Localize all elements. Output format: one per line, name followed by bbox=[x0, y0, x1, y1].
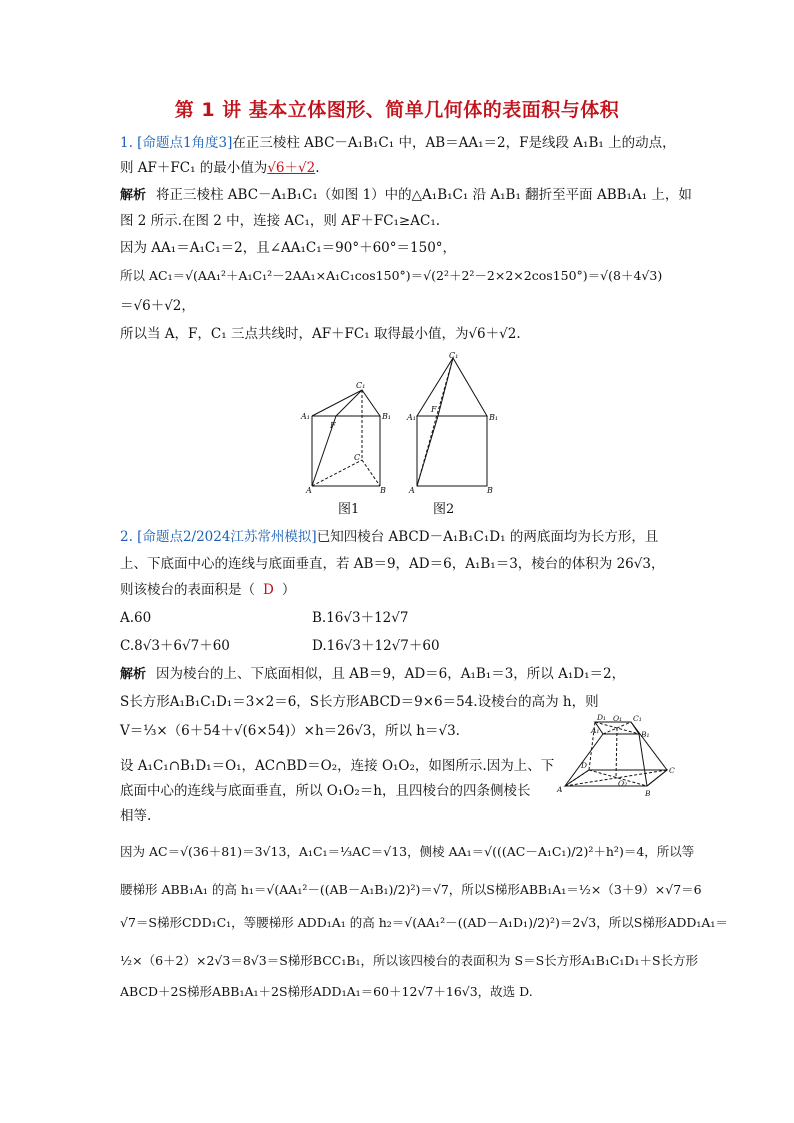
q1-stem-line-2 bbox=[120, 158, 680, 178]
q1-sol-3: 因为 AA₁＝A₁C₁＝2，且∠AA₁C₁＝90°＋60°＝150°， bbox=[120, 240, 457, 256]
svg-text:A: A bbox=[409, 486, 415, 495]
q2-sol-8: 腰梯形 ABB₁A₁ 的高 h₁＝√(AA₁²－((AB－A₁B₁)/2)²)＝√7，所以S梯形ABB₁A₁＝½×（3＋9）×√7＝6 bbox=[120, 882, 702, 897]
q2-sol-5: 底面中心的连线与底面垂直，所以 O₁O₂＝h，且四棱台的四条侧棱长 bbox=[120, 783, 531, 799]
svg-text:O₁: O₁ bbox=[613, 714, 623, 723]
figure-frustum bbox=[555, 712, 680, 802]
q1-sol-6: 所以当 A，F，C₁ 三点共线时，AF＋FC₁ 取得最小值，为√6＋√2. bbox=[120, 326, 521, 342]
svg-text:C: C bbox=[354, 453, 361, 462]
svg-text:C₁: C₁ bbox=[449, 351, 459, 360]
q1-sol-1: 将正三棱柱 ABC－A₁B₁C₁（如图 1）中的△A₁B₁C₁ 沿 A₁B₁ 翻折至平面 ABB₁A₁ 上，如 bbox=[156, 187, 692, 203]
q1-stem-end: . bbox=[315, 160, 320, 176]
svg-text:C: C bbox=[669, 766, 675, 775]
page-title: 第 1 讲 基本立体图形、简单几何体的表面积与体积 bbox=[174, 99, 620, 121]
svg-text:B: B bbox=[380, 486, 386, 493]
figure-2-caption: 图2 bbox=[433, 502, 455, 517]
q2-sol-7: 因为 AC＝√(36＋81)＝3√13，A₁C₁＝⅓AC＝√13，侧棱 AA₁＝√(((AC－A₁C₁)/2)²＋h²)＝4，所以等 bbox=[120, 844, 695, 859]
q1-stem-line-1 bbox=[120, 133, 680, 153]
q2-sol-2: S长方形A₁B₁C₁D₁＝3×2＝6，S长方形ABCD＝9×6＝54.设棱台的高为 h，则 bbox=[120, 694, 599, 710]
q1-stem-1: 在正三棱柱 ABC－A₁B₁C₁ 中，AB＝AA₁＝2，F是线段 A₁B₁ 上的动点， bbox=[232, 135, 676, 151]
q1-solution-line-1 bbox=[120, 185, 692, 206]
svg-text:B: B bbox=[645, 789, 651, 798]
svg-text:F: F bbox=[330, 421, 336, 430]
svg-text:A₁: A₁ bbox=[591, 726, 600, 735]
q2-sol-9: √7＝S梯形CDD₁C₁，等腰梯形 ADD₁A₁ 的高 h₂＝√(AA₁²－((AD－A₁D₁)/2)²)＝2√3，所以S梯形ADD₁A₁＝ bbox=[120, 915, 728, 930]
q2-sol-11: ABCD＋2S梯形ABB₁A₁＋2S梯形ADD₁A₁＝60＋12√7＋16√3，故选 D. bbox=[120, 984, 533, 999]
q1-tag: 1. [命题点1角度3] bbox=[120, 135, 233, 151]
q2-solution-line-1 bbox=[120, 664, 680, 685]
svg-text:C₁: C₁ bbox=[356, 381, 366, 390]
svg-text:B: B bbox=[487, 486, 493, 495]
q2-solution-label: 解析 bbox=[120, 667, 147, 682]
q2-sol-10: ½×（6＋2）×2√3＝8√3＝S梯形BCC₁B₁，所以该四棱台的表面积为 S＝S长方形A₁B₁C₁D₁＋S长方形 bbox=[120, 953, 699, 968]
figure-2-unfolded bbox=[405, 350, 500, 495]
svg-text:B₁: B₁ bbox=[489, 413, 499, 422]
svg-text:A₁: A₁ bbox=[407, 413, 416, 422]
svg-text:O₂: O₂ bbox=[618, 779, 628, 788]
q2-answer: D bbox=[263, 582, 274, 598]
svg-text:B₁: B₁ bbox=[382, 412, 392, 421]
q2-tag: 2. [命题点2/2024江苏常州模拟] bbox=[120, 529, 317, 545]
q2-sol-6: 相等. bbox=[120, 808, 152, 824]
q1-stem-2: 则 AF＋FC₁ 的最小值为 bbox=[120, 160, 268, 176]
svg-text:C₁: C₁ bbox=[633, 714, 642, 723]
q1-sol-4: 所以 AC₁＝√(AA₁²＋A₁C₁²－2AA₁×A₁C₁cos150°)＝√(2²＋2²－2×2×2cos150°)＝√(8＋4√3) bbox=[120, 268, 663, 283]
figure-1-caption: 图1 bbox=[338, 502, 360, 517]
q2-option-d: D.16√3＋12√7＋60 bbox=[312, 638, 440, 654]
q1-sol-5: ＝√6＋√2， bbox=[120, 298, 195, 314]
q2-stem-line-3 bbox=[120, 580, 680, 600]
q1-solution-label: 解析 bbox=[120, 188, 147, 203]
svg-text:B₁: B₁ bbox=[641, 730, 650, 739]
q2-option-b: B.16√3＋12√7 bbox=[312, 610, 409, 626]
q2-stem-2: 上、下底面中心的连线与底面垂直，若 AB＝9，AD＝6，A₁B₁＝3，棱台的体积为 26√3， bbox=[120, 556, 665, 572]
q2-option-a: A.60 bbox=[120, 610, 152, 626]
q2-stem-end: ） bbox=[281, 582, 296, 598]
q2-stem-1: 已知四棱台 ABCD－A₁B₁C₁D₁ 的两底面均为长方形，且 bbox=[316, 529, 659, 545]
svg-text:F: F bbox=[431, 405, 437, 414]
q2-option-c: C.8√3＋6√7＋60 bbox=[120, 638, 230, 654]
svg-text:A₁: A₁ bbox=[301, 412, 310, 421]
svg-text:A: A bbox=[557, 785, 563, 794]
svg-text:D: D bbox=[581, 761, 588, 770]
q2-sol-4: 设 A₁C₁∩B₁D₁＝O₁，AC∩BD＝O₂，连接 O₁O₂，如图所示.因为上、下 bbox=[120, 758, 555, 774]
q1-answer: √6＋√2 bbox=[267, 160, 316, 176]
svg-text:A: A bbox=[306, 486, 312, 493]
q1-sol-2: 图 2 所示.在图 2 中，连接 AC₁，则 AF＋FC₁≥AC₁. bbox=[120, 213, 441, 229]
q2-stem-3: 则该棱台的表面积是（ bbox=[120, 582, 255, 598]
q2-sol-3: V＝⅓×（6＋54＋√(6×54)）×h＝26√3，所以 h＝√3. bbox=[120, 723, 460, 739]
q2-stem-line-1 bbox=[120, 527, 680, 547]
svg-text:D₁: D₁ bbox=[597, 713, 607, 722]
q2-sol-1: 因为棱台的上、下底面相似，且 AB＝9，AD＝6，A₁B₁＝3，所以 A₁D₁＝2， bbox=[156, 666, 626, 682]
figure-1-prism bbox=[298, 378, 398, 493]
